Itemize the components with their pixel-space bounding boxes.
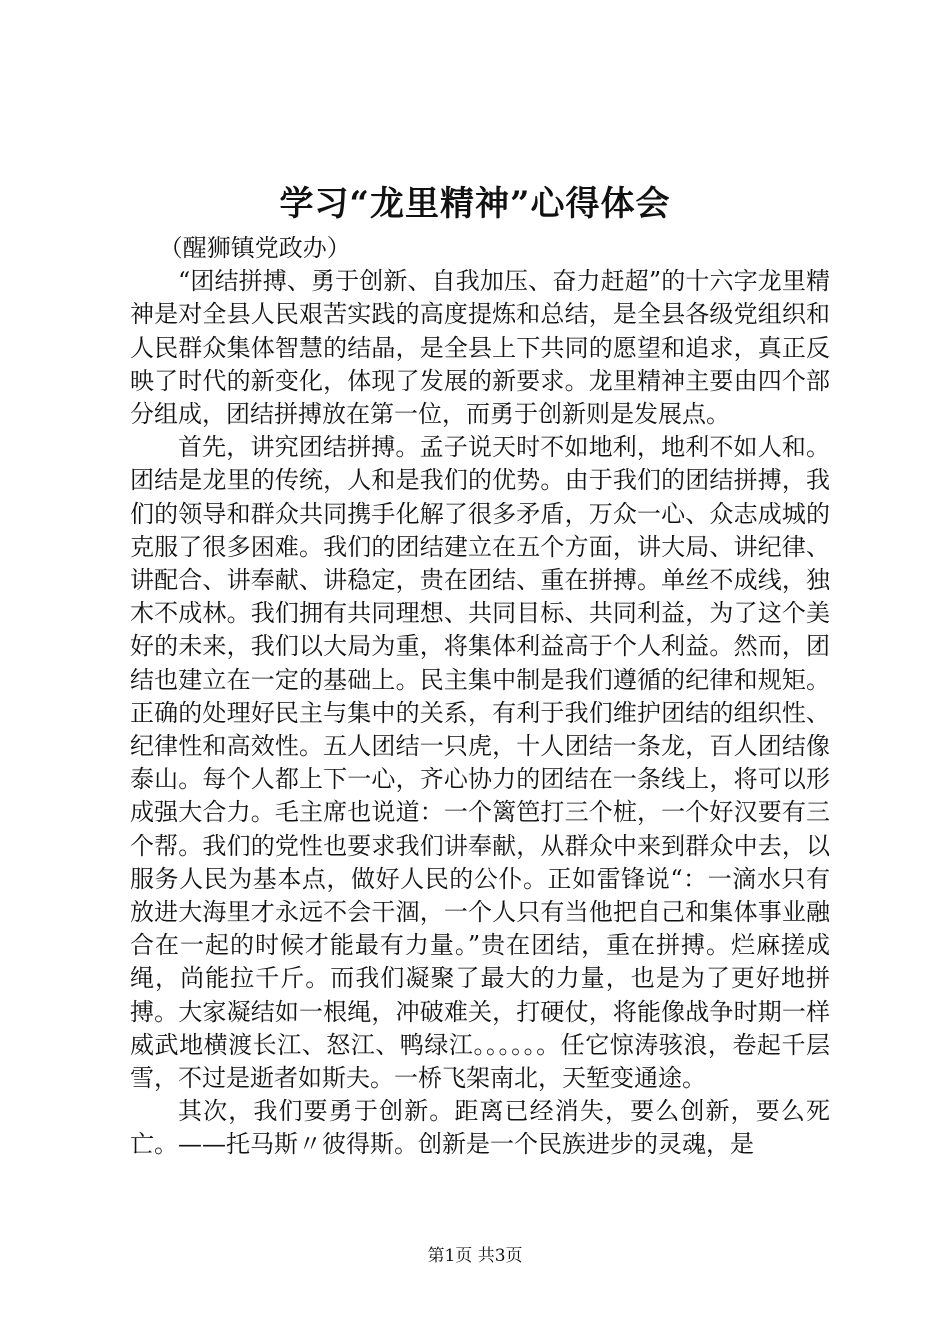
document-body	[130, 232, 830, 1162]
paragraph-intro: “团结拼搏、勇于创新、自我加压、奋力赶超”的十六字龙里精神是对全县人民艰苦实践的高度提炼和总结，是全县各级党组织和人民群众集体智慧的结晶，是全县上下共同的愿望和追求，真正反映了时代的新变化，体现了发展的新要求。龙里精神主要由四个部分组成，团结拼搏放在第一位，而勇于创新则是发展点。	[130, 267, 830, 429]
author-line: （醒狮镇党政办）	[158, 234, 351, 262]
paragraph-unity: 首先，讲究团结拼搏。孟子说天时不如地利，地利不如人和。团结是龙里的传统，人和是我们的优势。由于我们的团结拼搏，我们的领导和群众共同携手化解了很多矛盾，万众一心、众志成城的克服了很多困难。我们的团结建立在五个方面，讲大局、讲纪律、讲配合、讲奉献、讲稳定，贵在团结、重在拼搏。单丝不成线，独木不成林。我们拥有共同理想、共同目标、共同利益，为了这个美好的未来，我们以大局为重，将集体利益高于个人利益。然而，团结也建立在一定的基础上。民主集中制是我们遵循的纪律和规矩。正确的处理好民主与集中的关系，有利于我们维护团结的组织性、纪律性和高效性。五人团结一只虎，十人团结一条龙，百人团结像泰山。每个人都上下一心，齐心协力的团结在一条线上，将可以形成强大合力。毛主席也说道：一个篱笆打三个桩，一个好汉要有三个帮。我们的党性也要求我们讲奉献，从群众中来到群众中去，以服务人民为基本点，做好人民的公仆。正如雷锋说“：一滴水只有放进大海里才永远不会干涸，一个人只有当他把自己和集体事业融合在一起的时候才能最有力量。”贵在团结，重在拼搏。烂麻搓成绳，尚能拉千斤。而我们凝聚了最大的力量，也是为了更好地拼搏。大家凝结如一根绳，冲破难关，打硬仗，将能像战争时期一样威武地横渡长江、怒江、鸭绿江。。。。。。任它惊涛骇浪，卷起千层雪，不过是逝者如斯夫。一桥飞架南北，天堑变通途。	[130, 433, 830, 1093]
document-title: 学习“龙里精神”心得体会	[279, 184, 671, 224]
page-footer: 第1页 共3页	[427, 1246, 523, 1266]
paragraph-innovation: 其次，我们要勇于创新。距离已经消失，要么创新，要么死亡。——托马斯〃彼得斯。创新是一个民族进步的灵魂，是	[130, 1097, 830, 1159]
